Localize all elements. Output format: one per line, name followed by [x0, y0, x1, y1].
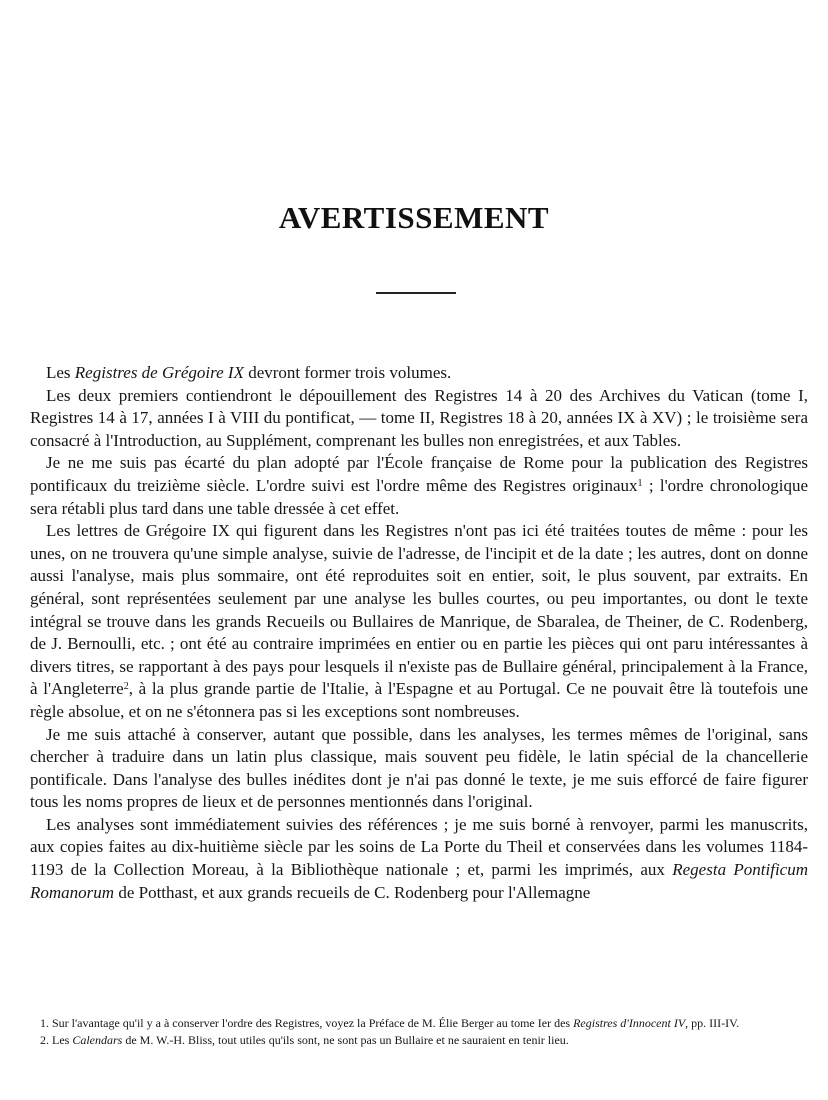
- footnote-ref-2[interactable]: 2: [123, 681, 129, 693]
- paragraph-6-title-italic: Regesta Pontificum Romanorum: [30, 860, 808, 902]
- footnote-ref-1[interactable]: 1: [637, 477, 643, 489]
- paragraph-3-text-end: ; l'ordre chronologique sera rétabli plus tard dans une table dressée à cet effet.: [30, 475, 809, 518]
- footnote-2-italic: Calendars: [72, 1033, 123, 1047]
- paragraph-4-text-end: , à la plus grande partie de l'Italie, à l'Espagne et au Portugal. Ce ne pouvait être là toutefois une règle absolue, et on ne s'étonnera pas si les exceptions sont nombreuses.: [30, 679, 809, 721]
- footnote-2-text-end: de M. W.-H. Bliss, tout utiles qu'ils sont, ne sont pas un Bullaire et ne sauraient en tenir lieu.: [122, 1033, 569, 1047]
- paragraph-1-text-end: devront former trois volumes.: [243, 363, 452, 382]
- page-title: AVERTISSEMENT: [278, 200, 550, 235]
- paragraph-1-title-italic: Registres de Grégoire IX: [74, 363, 244, 382]
- paragraph-2: Les deux premiers contiendront le dépouillement des Registres 14 à 20 des Archives du Vatican (tome I, Registres 14 à 17, années I à VIII du pontificat, — tome II, Registres 18 à 20, années IX à XV) ; le troisième sera consacré à l'Introduction, au Supplément, comprenant les bulles non enregistrées, et aux Tables.: [30, 385, 808, 450]
- footnote-2: [30, 1032, 808, 1049]
- footnote-1-text: 1. Sur l'avantage qu'il y a à conserver l'ordre des Registres, voyez la Préface de M. Élie Berger au tome Ier des: [40, 1016, 574, 1030]
- paragraph-1: [30, 362, 808, 385]
- body-text: [30, 362, 808, 904]
- footnote-1: [30, 1015, 808, 1032]
- footnote-2-text: 2. Les: [40, 1033, 73, 1047]
- paragraph-3: [30, 452, 808, 520]
- paragraph-3-text: Je ne me suis pas écarté du plan adopté par l'École française de Rome pour la publication des Registres pontificaux du treizième siècle. L'ordre suivi est l'ordre même des Registres originaux: [30, 453, 808, 495]
- footnote-1-text-end: , pp. III-IV.: [685, 1016, 740, 1030]
- paragraph-4: [30, 520, 808, 723]
- footnotes: [30, 1015, 808, 1049]
- paragraph-4-text: Les lettres de Grégoire IX qui figurent dans les Registres n'ont pas ici été traitées toutes de même : pour les unes, on ne trouvera qu'une simple analyse, suivie de l'adresse, de l'incipit et de la date ; les autres, dont on donne aussi l'analyse, mais plus sommaire, ont été reproduites soit en entier, soit, le plus souvent, par extraits. En général, sont représentées seulement par une analyse les bulles courtes, ou peu importantes, ou dont le texte intégral se trouve dans les grands Recueils ou Bullaires de Manrique, de Sbaralea, de Theiner, de C. Rodenberg, de J. Bernoulli, etc. ; ont été au contraire imprimées en entier ou en partie les pièces qui ont paru intéressantes à divers titres, se rapportant à des pays pour lesquels il n'existe pas de Bullaire général, principalement à la France, à l'Angleterre: [30, 521, 808, 699]
- paragraph-5: Je me suis attaché à conserver, autant que possible, dans les analyses, les termes mêmes de l'original, sans chercher à traduire dans un latin plus classique, mais souvent peu fidèle, le latin spécial de la chancellerie pontificale. Dans l'analyse des bulles inédites dont je n'ai pas donné le texte, je me suis efforcé de faire figurer tous les noms propres de lieux et de personnes mentionnés dans l'original.: [30, 724, 808, 812]
- footnote-1-italic: Registres d'Innocent IV: [573, 1016, 686, 1030]
- paragraph-6: [30, 814, 808, 904]
- paragraph-6-text-end: de Potthast, et aux grands recueils de C. Rodenberg pour l'Allemagne: [114, 882, 591, 902]
- title-divider: [376, 292, 456, 294]
- paragraph-1-text: Les: [46, 363, 75, 382]
- paragraph-6-text: Les analyses sont immédiatement suivies des références ; je me suis borné à renvoyer, parmi les manuscrits, aux copies faites au dix-huitième siècle par les soins de La Porte du Theil et conservées dans les volumes 1184-1193 de la Collection Moreau, à la Bibliothèque nationale ; et, parmi les imprimés, aux: [30, 814, 808, 880]
